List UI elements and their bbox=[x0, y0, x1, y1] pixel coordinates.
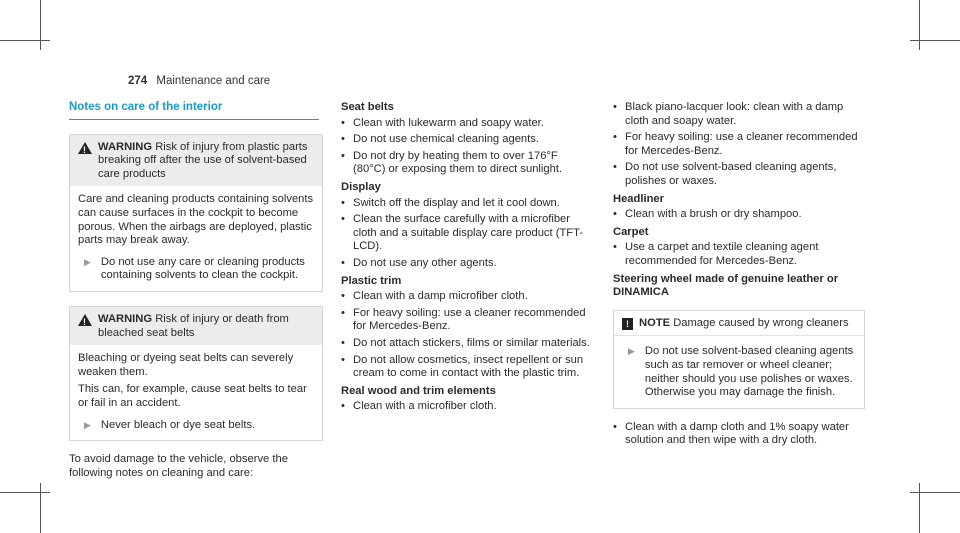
warning-text: Bleaching or dyeing seat belts can severely weaken them. bbox=[78, 352, 294, 378]
crop-mark bbox=[919, 483, 920, 533]
list-item: • For heavy soiling: use a cleaner recommended for Mercedes-Benz. bbox=[613, 131, 865, 158]
warning-title: Risk of injury or death from bleached seat belts bbox=[98, 312, 289, 339]
instruction bbox=[622, 345, 856, 399]
warning-text: Care and cleaning products containing solvents can cause surfaces in the cockpit to become porous. When the airbags are deployed, plastic parts may break away. bbox=[78, 193, 314, 247]
note-body bbox=[614, 335, 864, 407]
bullet-list bbox=[613, 101, 865, 189]
note-title: Damage caused by wrong cleaners bbox=[673, 316, 849, 329]
crop-mark bbox=[910, 492, 960, 493]
list-item: • Clean with a brush or dry shampoo. bbox=[613, 208, 865, 222]
warning-icon bbox=[78, 314, 92, 326]
list-item: • Black piano-lacquer look: clean with a damp cloth and soapy water. bbox=[613, 101, 865, 128]
warning-body bbox=[70, 345, 322, 440]
list-item: • Do not attach stickers, films or similar materials. bbox=[341, 337, 591, 351]
warning-box bbox=[69, 134, 323, 292]
note-box bbox=[613, 310, 865, 409]
warning-body bbox=[70, 186, 322, 291]
bullet-list bbox=[341, 400, 591, 414]
instruction-text: Do not use solvent-based cleaning agents such as tar remover or wheel cleaner; neither should you use polishes or waxes. Otherwise you may damage the finish. bbox=[644, 345, 854, 399]
list-item: • Do not use solvent-based cleaning agents, polishes or waxes. bbox=[613, 161, 865, 188]
crop-mark bbox=[40, 0, 41, 50]
warning-label: WARNING bbox=[98, 140, 153, 153]
note-header bbox=[614, 311, 864, 336]
crop-mark bbox=[0, 492, 50, 493]
warning-header bbox=[70, 307, 322, 345]
crop-mark bbox=[919, 0, 920, 50]
right-column bbox=[613, 101, 865, 451]
list-item: • Clean with a damp cloth and 1% soapy water solution and then wipe with a dry cloth. bbox=[613, 421, 865, 448]
group-heading: Steering wheel made of genuine leather or DINAMICA bbox=[613, 272, 839, 299]
intro-paragraph: To avoid damage to the vehicle, observe the following notes on cleaning and care: bbox=[69, 453, 288, 479]
list-item: • Clean with lukewarm and soapy water. bbox=[341, 117, 591, 131]
middle-column bbox=[341, 101, 591, 417]
left-column bbox=[69, 101, 323, 480]
group-heading: Seat belts bbox=[341, 101, 394, 113]
instruction bbox=[78, 256, 314, 283]
list-item: • Do not dry by heating them to over 176°F (80°C) or exposing them to direct sunlight. bbox=[341, 150, 591, 177]
note-label: NOTE bbox=[639, 316, 671, 329]
instruction-text: Never bleach or dye seat belts. bbox=[100, 418, 256, 431]
list-item: • Do not use any other agents. bbox=[341, 257, 591, 271]
instruction-text: Do not use any care or cleaning products containing solvents to clean the cockpit. bbox=[100, 255, 305, 282]
group-heading: Real wood and trim elements bbox=[341, 384, 496, 397]
page-header bbox=[128, 75, 270, 87]
warning-header bbox=[70, 135, 322, 187]
group-heading: Headliner bbox=[613, 192, 664, 205]
section-title: Notes on care of the interior bbox=[69, 101, 319, 120]
list-item: • Switch off the display and let it cool down. bbox=[341, 197, 591, 211]
list-item: • Use a carpet and textile cleaning agent recommended for Mercedes-Benz. bbox=[613, 241, 865, 268]
bullet-list bbox=[341, 197, 591, 271]
bullet-list bbox=[341, 117, 591, 177]
group-heading: Plastic trim bbox=[341, 274, 402, 287]
crop-mark bbox=[910, 40, 960, 41]
group-heading: Display bbox=[341, 180, 381, 193]
warning-title: Risk of injury from plastic parts breaking off after the use of solvent-based care products bbox=[98, 140, 308, 180]
crop-mark bbox=[0, 40, 50, 41]
crop-mark bbox=[40, 483, 41, 533]
page-number: 274 bbox=[128, 75, 148, 87]
warning-label: WARNING bbox=[98, 312, 153, 325]
bullet-list bbox=[613, 241, 865, 268]
warning-box bbox=[69, 306, 323, 441]
section-name: Maintenance and care bbox=[156, 75, 271, 87]
bullet-list bbox=[341, 290, 591, 381]
list-item: • For heavy soiling: use a cleaner recommended for Mercedes-Benz. bbox=[341, 307, 591, 334]
warning-icon bbox=[78, 142, 92, 154]
list-item: • Do not use chemical cleaning agents. bbox=[341, 133, 591, 147]
list-item: • Clean with a microfiber cloth. bbox=[341, 400, 591, 414]
list-item: • Do not allow cosmetics, insect repellent or sun cream to come in contact with the plastic trim. bbox=[341, 354, 591, 381]
bullet-list bbox=[613, 208, 865, 222]
list-item: • Clean the surface carefully with a microfiber cloth and a suitable display care product (TFT-LCD). bbox=[341, 213, 591, 254]
instruction bbox=[78, 419, 314, 433]
warning-text: This can, for example, cause seat belts to tear or fail in an accident. bbox=[78, 383, 307, 409]
note-icon: ! bbox=[622, 318, 633, 330]
group-heading: Carpet bbox=[613, 225, 649, 238]
list-item: • Clean with a damp microfiber cloth. bbox=[341, 290, 591, 304]
arrow-icon: ▶ bbox=[84, 256, 91, 267]
arrow-icon: ▶ bbox=[628, 346, 635, 357]
arrow-icon: ▶ bbox=[84, 419, 91, 430]
bullet-list bbox=[613, 421, 865, 448]
